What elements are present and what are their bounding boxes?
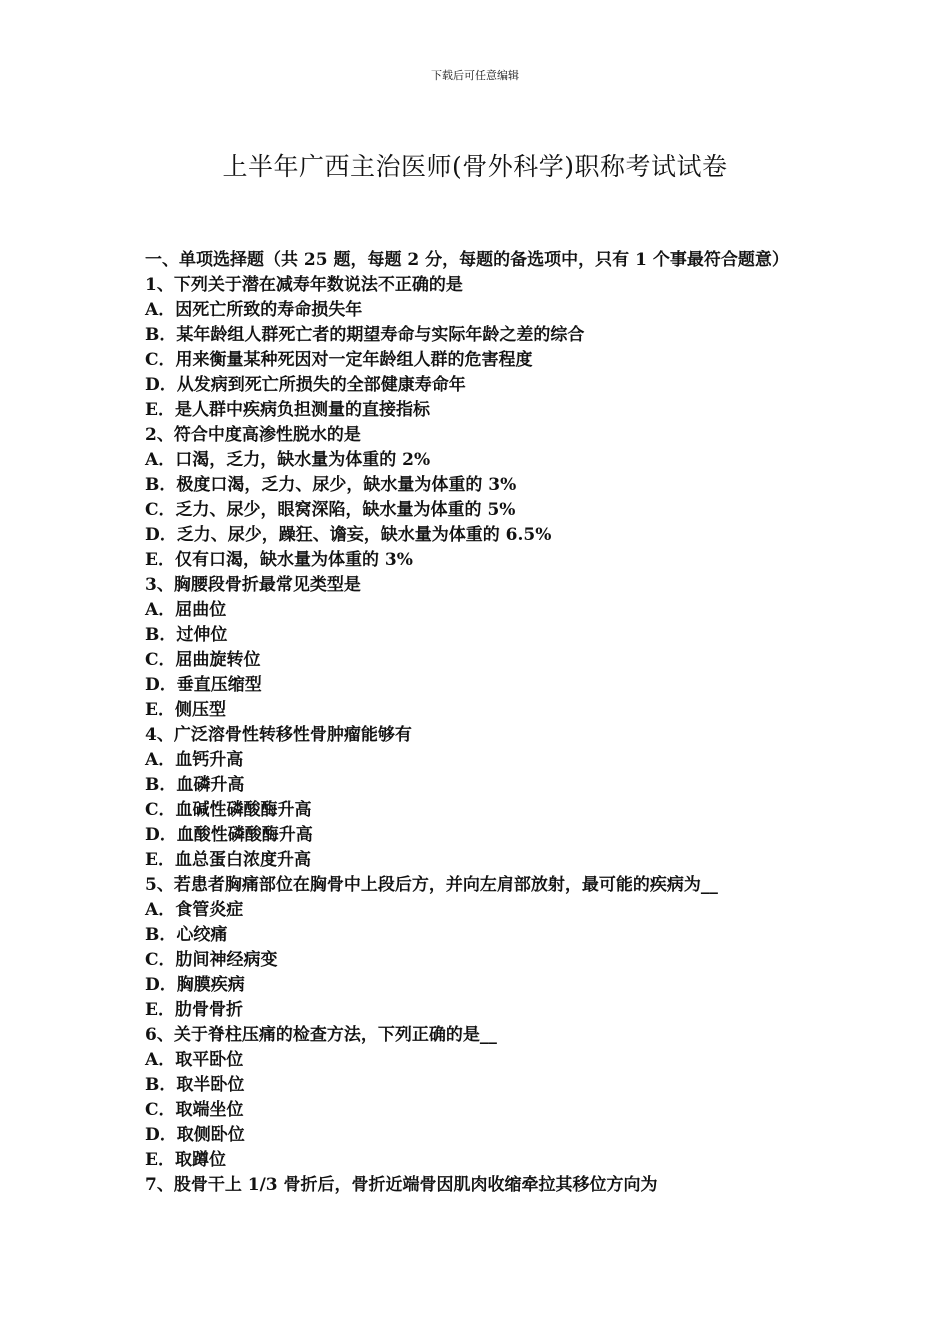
question-stem: 4、广泛溶骨性转移性骨肿瘤能够有: [145, 725, 412, 745]
option-letter: C．: [145, 800, 176, 820]
answer-option: [145, 298, 815, 323]
option-letter: B．: [145, 775, 177, 795]
option-text: 某年龄组人群死亡者的期望寿命与实际年龄之差的综合: [176, 325, 585, 345]
section-heading: 一、单项选择题（共 25 题，每题 2 分，每题的备选项中，只有 1 个事最符合题意）: [145, 250, 789, 270]
answer-option: [145, 1148, 815, 1173]
option-text: 食管炎症: [175, 900, 244, 920]
answer-option: [145, 748, 815, 773]
option-letter: A．: [145, 900, 176, 920]
option-letter: B．: [145, 925, 177, 945]
option-text: 是人群中疾病负担测量的直接指标: [174, 400, 430, 420]
answer-option: [145, 973, 815, 998]
option-text: 用来衡量某种死因对一定年龄组人群的危害程度: [175, 350, 533, 370]
answer-option: [145, 698, 815, 723]
option-text: 血酸性磷酸酶升高: [176, 825, 313, 845]
answer-option: [145, 1123, 815, 1148]
option-letter: D．: [145, 375, 177, 395]
answer-option: [145, 898, 815, 923]
option-text: 肋骨骨折: [174, 1000, 243, 1020]
option-text: 垂直压缩型: [176, 675, 262, 695]
exam-content: [145, 248, 815, 1198]
option-text: 血碱性磷酸酶升高: [175, 800, 312, 820]
option-letter: C．: [145, 350, 176, 370]
option-text: 因死亡所致的寿命损失年: [175, 300, 363, 320]
option-text: 取侧卧位: [176, 1125, 245, 1145]
answer-option: [145, 948, 815, 973]
option-letter: D．: [145, 675, 177, 695]
answer-option: [145, 348, 815, 373]
answer-option: [145, 548, 815, 573]
question-stem: 5、若患者胸痛部位在胸骨中上段后方，并向左肩部放射，最可能的疾病为__: [145, 875, 718, 895]
answer-option: [145, 1098, 815, 1123]
answer-option: [145, 673, 815, 698]
option-letter: E．: [145, 1150, 175, 1170]
option-text: 血磷升高: [176, 775, 245, 795]
option-letter: D．: [145, 825, 177, 845]
question-stem: 6、关于脊柱压痛的检查方法，下列正确的是__: [145, 1025, 497, 1045]
answer-option: [145, 523, 815, 548]
answer-option: [145, 823, 815, 848]
option-text: 口渴，乏力，缺水量为体重的 2%: [175, 450, 431, 470]
option-letter: A．: [145, 600, 176, 620]
option-letter: A．: [145, 300, 176, 320]
option-text: 取平卧位: [175, 1050, 244, 1070]
answer-option: [145, 398, 815, 423]
answer-option: [145, 923, 815, 948]
option-letter: B．: [145, 475, 177, 495]
answer-option: [145, 473, 815, 498]
option-text: 血总蛋白浓度升高: [174, 850, 311, 870]
answer-option: [145, 1048, 815, 1073]
answer-option: [145, 373, 815, 398]
page-title: 上半年广西主治医师(骨外科学)职称考试试卷: [222, 152, 728, 181]
option-text: 侧压型: [174, 700, 226, 720]
option-letter: B．: [145, 325, 177, 345]
option-text: 胸膜疾病: [176, 975, 245, 995]
answer-option: [145, 598, 815, 623]
answer-option: [145, 498, 815, 523]
option-letter: C．: [145, 1100, 176, 1120]
option-letter: E．: [145, 1000, 175, 1020]
answer-option: [145, 798, 815, 823]
answer-option: [145, 448, 815, 473]
option-text: 屈曲位: [175, 600, 227, 620]
option-text: 取蹲位: [174, 1150, 226, 1170]
option-text: 从发病到死亡所损失的全部健康寿命年: [176, 375, 466, 395]
option-letter: E．: [145, 550, 175, 570]
answer-option: [145, 998, 815, 1023]
option-letter: D．: [145, 1125, 177, 1145]
answer-option: [145, 648, 815, 673]
option-text: 仅有口渴，缺水量为体重的 3%: [174, 550, 413, 570]
option-letter: C．: [145, 950, 176, 970]
option-text: 取半卧位: [176, 1075, 245, 1095]
option-text: 乏力、尿少，眼窝深陷，缺水量为体重的 5%: [175, 500, 516, 520]
option-text: 取端坐位: [175, 1100, 244, 1120]
option-text: 血钙升高: [175, 750, 244, 770]
answer-option: [145, 1073, 815, 1098]
option-letter: C．: [145, 650, 176, 670]
option-text: 屈曲旋转位: [175, 650, 261, 670]
option-letter: B．: [145, 625, 177, 645]
answer-option: [145, 773, 815, 798]
option-letter: E．: [145, 850, 175, 870]
question-stem: 7、股骨干上 1/3 骨折后，骨折近端骨因肌肉收缩牵拉其移位方向为: [145, 1175, 658, 1195]
option-letter: D．: [145, 525, 177, 545]
answer-option: [145, 848, 815, 873]
question-stem: 1、下列关于潜在减寿年数说法不正确的是: [145, 275, 463, 295]
option-text: 心绞痛: [176, 925, 228, 945]
option-text: 过伸位: [176, 625, 228, 645]
question-list: [145, 273, 815, 1198]
question-stem: 2、符合中度高渗性脱水的是: [145, 425, 361, 445]
option-letter: B．: [145, 1075, 177, 1095]
option-letter: A．: [145, 450, 176, 470]
header-note: 下载后可任意编辑: [431, 69, 519, 82]
option-text: 肋间神经病变: [175, 950, 278, 970]
option-text: 乏力、尿少，躁狂、谵妄，缺水量为体重的 6.5%: [176, 525, 552, 545]
option-letter: D．: [145, 975, 177, 995]
option-text: 极度口渴，乏力、尿少，缺水量为体重的 3%: [176, 475, 517, 495]
option-letter: C．: [145, 500, 176, 520]
answer-option: [145, 323, 815, 348]
option-letter: E．: [145, 700, 175, 720]
question-stem: 3、胸腰段骨折最常见类型是: [145, 575, 361, 595]
option-letter: E．: [145, 400, 175, 420]
answer-option: [145, 623, 815, 648]
option-letter: A．: [145, 1050, 176, 1070]
option-letter: A．: [145, 750, 176, 770]
